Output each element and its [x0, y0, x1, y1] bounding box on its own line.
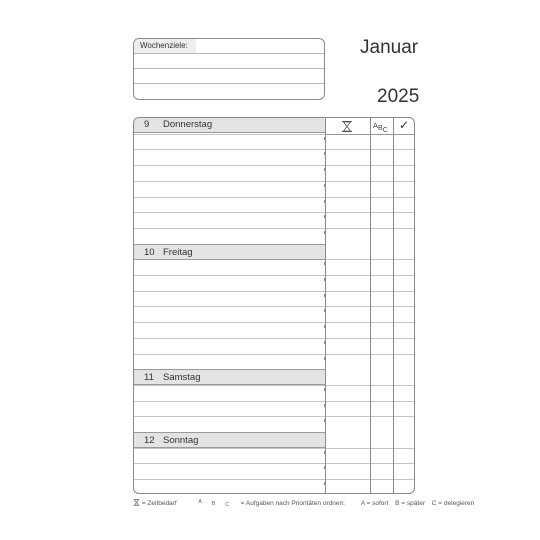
day-header	[134, 369, 325, 385]
day-header	[134, 244, 325, 260]
legend-time	[133, 500, 189, 507]
legend-b: B = später	[395, 500, 425, 507]
planner-line[interactable]	[134, 338, 414, 339]
hourglass-icon	[133, 499, 140, 506]
day-number: 11	[144, 372, 154, 384]
day-planner-table	[133, 117, 415, 494]
header-divider	[325, 134, 414, 135]
goals-row[interactable]	[134, 84, 324, 99]
column-divider	[325, 118, 326, 493]
planner-line[interactable]	[134, 463, 414, 464]
planner-line[interactable]	[134, 228, 414, 229]
day-number: 9	[144, 119, 150, 130]
day-name: Donnerstag	[163, 119, 213, 130]
goals-row[interactable]	[134, 54, 324, 69]
planner-line[interactable]	[134, 322, 414, 323]
planner-line[interactable]	[134, 275, 414, 276]
legend-abc-text: = Aufgaben nach Prioritäten ordnen:	[240, 500, 345, 507]
planner-line[interactable]	[134, 165, 414, 166]
day-number: 10	[144, 246, 155, 258]
planner-line[interactable]	[134, 291, 414, 292]
column-divider	[393, 118, 394, 493]
legend-c: C = delegieren	[431, 500, 475, 507]
abc-priority-header: ABC	[373, 121, 388, 134]
legend-time-text: = Zeitbedarf	[141, 500, 177, 507]
goals-row[interactable]	[134, 39, 324, 54]
column-divider	[370, 118, 371, 493]
planner-line[interactable]	[134, 197, 414, 198]
legend-abc: $^A$ B C = Aufgaben nach Prioritäten ordnen:	[198, 499, 345, 508]
hourglass-icon	[341, 121, 353, 132]
check-icon: ✓	[399, 118, 410, 132]
legend	[133, 499, 484, 508]
goals-row[interactable]	[134, 69, 324, 84]
planner-line[interactable]	[134, 401, 414, 402]
day-number: 12	[144, 435, 155, 446]
planner-line[interactable]	[134, 354, 414, 355]
goals-label: Wochenziele:	[140, 41, 188, 50]
month-title: Januar	[360, 37, 419, 58]
planner-line[interactable]	[134, 306, 414, 307]
planner-line[interactable]	[134, 181, 414, 182]
day-name: Sonntag	[163, 435, 199, 446]
planner-line[interactable]	[134, 416, 414, 417]
year-title: 2025	[377, 86, 420, 107]
day-header	[134, 117, 325, 133]
day-header	[134, 432, 325, 448]
day-name: Samstag	[163, 372, 201, 384]
planner-line[interactable]	[134, 479, 414, 480]
planner-line[interactable]	[134, 149, 414, 150]
weekly-goals-box	[133, 38, 325, 100]
legend-a: A = sofort	[360, 500, 389, 507]
planner-line[interactable]	[134, 212, 414, 213]
day-name: Freitag	[163, 246, 193, 258]
